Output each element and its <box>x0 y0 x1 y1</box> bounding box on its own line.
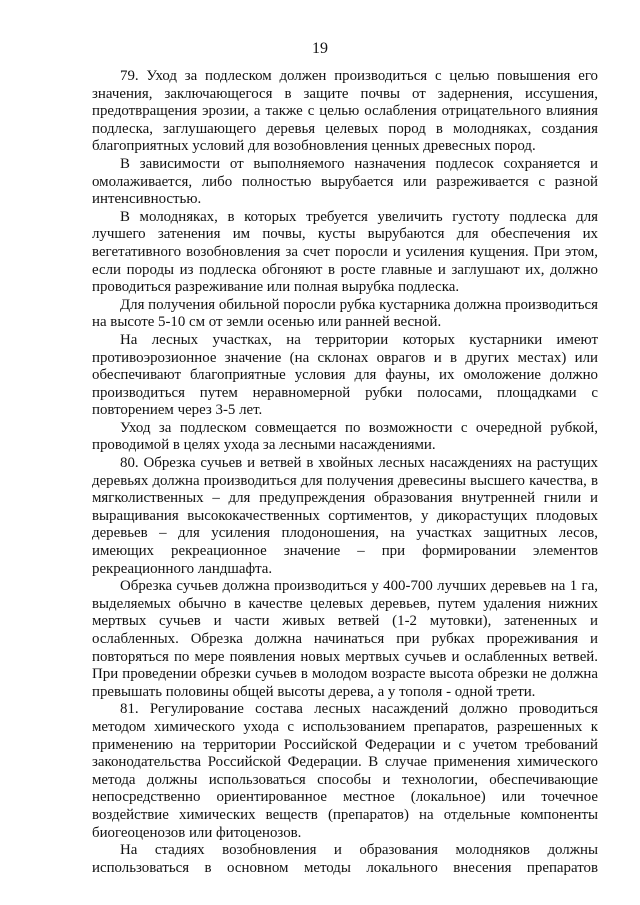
paragraph: В зависимости от выполняемого назначения подлесок сохраняется и омолаживается, либо полностью вырубается или разреживается с разной интенсивностью. <box>92 155 598 208</box>
paragraph: На лесных участках, на территории которых кустарники имеют противоэрозионное значение (на склонах оврагов и в других местах) или обеспечивают благоприятные условия для фауны, их омоложение должно производиться путем неравномерной рубки полосами, площадками с повторением через 3-5 лет. <box>92 331 598 419</box>
paragraph: На стадиях возобновления и образования молодняков должны использоваться в основном методы локального внесения препаратов <box>92 842 598 876</box>
page-number: 19 <box>312 40 328 57</box>
paragraph: Для получения обильной поросли рубка кустарника должна производиться на высоте 5-10 см от земли осенью или ранней весной. <box>92 296 598 331</box>
body-text <box>92 68 598 877</box>
paragraph-80: 80. Обрезка сучьев и ветвей в хвойных лесных насаждениях на растущих деревьях должна производиться для получения древесины высшего качества, в мягколиственных – для предупреждения образования внутренней гнили и выращивания высококачественных сортиментов, у дикорастущих плодовых деревьев – для усиления плодоношения, на участках защитных лесов, имеющих рекреационное значение – при формировании элементов рекреационного ландшафта. <box>92 455 598 577</box>
paragraph-79: 79. Уход за подлеском должен производиться с целью повышения его значения, заключающегося в защите почвы от задернения, иссушения, предотвращения эрозии, а также с целью ослабления отрицательного влияния подлеска, заглушающего деревья целевых пород в молодняках, создания благоприятных условий для возобновления ценных древесных пород. <box>92 68 598 155</box>
paragraph: В молодняках, в которых требуется увеличить густоту подлеска для лучшего затенения им почвы, кусты вырубаются для обеспечения их вегетативного возобновления за счет поросли и усиления кущения. При этом, если породы из подлеска обгоняют в росте главные и заглушают их, должно проводиться разреживание или полная вырубка подлеска. <box>92 208 598 296</box>
paragraph-81: 81. Регулирование состава лесных насаждений должно проводиться методом химического ухода с использованием препаратов, разрешенных к применению на территории Российской Федерации и с учетом требований законодательства Российской Федерации. В случае применения химического метода должны использоваться способы и технологии, обеспечивающие непосредственно ориентированное местное (локальное) или точечное воздействие химических веществ (препаратов) на отдельные компоненты биогеоценозов или фитоценозов. <box>92 701 598 841</box>
paragraph: Уход за подлеском совмещается по возможности с очередной рубкой, проводимой в целях ухода за лесными насаждениями. <box>92 419 598 454</box>
paragraph: Обрезка сучьев должна производиться у 400-700 лучших деревьев на 1 га, выделяемых обычно в качестве целевых деревьев, путем удаления нижних мертвых сучьев и части живых ветвей (1-2 мутовки), затененных и ослабленных. Обрезка должна начинаться при рубках прореживания и повторяться по мере появления новых мертвых сучьев и ослабленных ветвей. При проведении обрезки сучьев в молодом возрасте высота обрезки не должна превышать половины общей высоты дерева, а у тополя - одной трети. <box>92 578 598 700</box>
